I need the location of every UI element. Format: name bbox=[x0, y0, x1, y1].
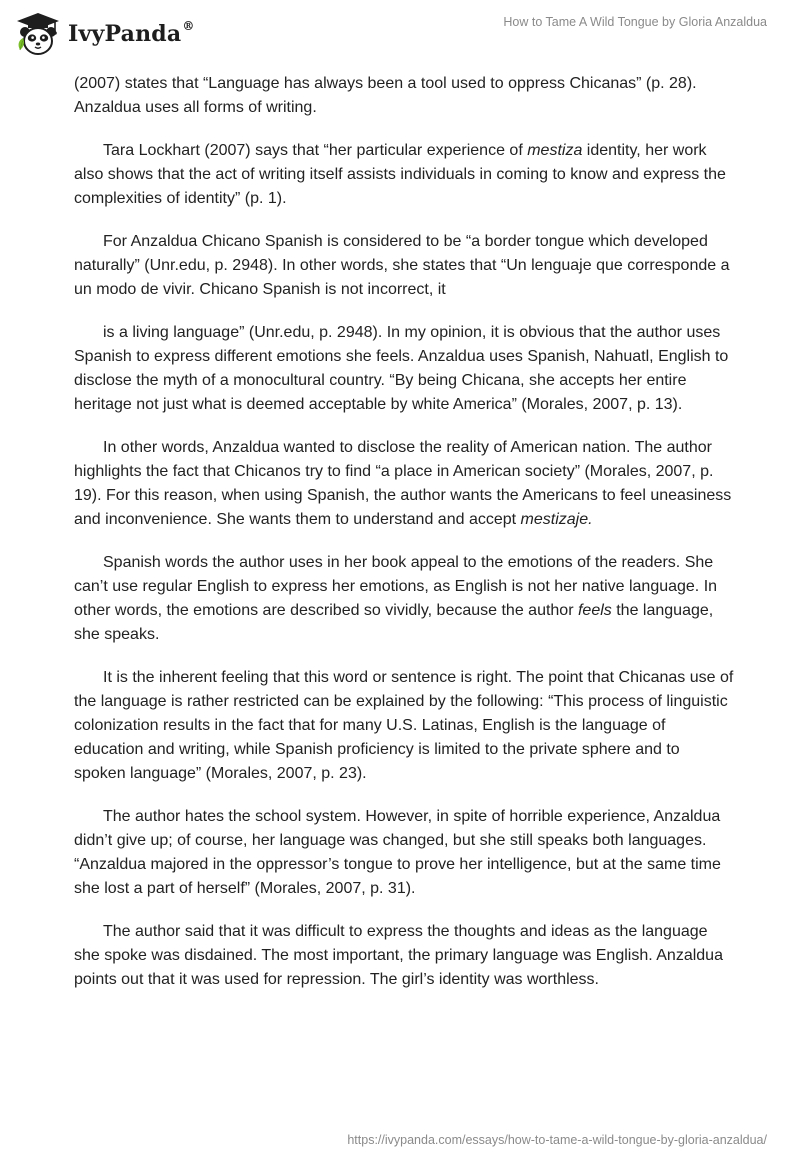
paragraph-3: For Anzaldua Chicano Spanish is considered to be “a border tongue which developed naturally” (Unr.edu, p. 2948). In other words, she states that “Un lenguaje que corresponde a un modo de vivir. Chicano Spanish is not incorrect, it bbox=[74, 233, 730, 298]
ivypanda-logo-link[interactable] bbox=[14, 10, 195, 58]
paragraph-5: In other words, Anzaldua wanted to disclose the reality of American nation. The author highlights the fact that Chicanos try to find “a place in American society” (Morales, 2007, p. 19). For this reason, when using Spanish, the author wants the Americans to feel uneasiness and inconvenience. She wants them to understand and accept mestizaje. bbox=[74, 439, 732, 528]
brand-name: IvyPanda® bbox=[68, 19, 195, 47]
page-header bbox=[0, 0, 800, 60]
emphasis-mestiza: mestiza bbox=[527, 142, 583, 159]
paragraph-2: Tara Lockhart (2007) says that “her particular experience of mestiza identity, her work also shows that the act of writing itself assists individuals in coming to know and express the complexities of identity” (p. 1). bbox=[74, 142, 726, 207]
paragraph-9: The author said that it was difficult to express the thoughts and ideas as the language she spoke was disdained. The most important, the primary language was English. Anzaldua points out that it was used for repression. The girl’s identity was worthless. bbox=[74, 923, 723, 988]
registered-mark: ® bbox=[182, 19, 195, 33]
emphasis-feels: feels bbox=[577, 602, 612, 619]
paragraph-8: The author hates the school system. However, in spite of horrible experience, Anzaldua didn’t give up; of course, her language was changed, but she still speaks both languages. “Anzaldua majored in the oppressor’s tongue to prove her intelligence, but at the same time she lost a part of herself” (Morales, 2007, p. 31). bbox=[74, 808, 721, 897]
paragraph-6: Spanish words the author uses in her book appeal to the emotions of the readers. She can’t use regular English to express her emotions, as English is not her native language. In other words, the emotions are described so vividly, because the author feels the language, she speaks. bbox=[74, 554, 718, 643]
source-url-link[interactable]: https://ivypanda.com/essays/how-to-tame-a-wild-tongue-by-gloria-anzaldua/ bbox=[347, 1133, 767, 1147]
document-title: How to Tame A Wild Tongue by Gloria Anzaldua bbox=[503, 15, 767, 29]
essay-body bbox=[74, 72, 734, 1011]
panda-graduate-icon bbox=[14, 10, 62, 58]
emphasis-mestizaje: mestizaje. bbox=[520, 511, 593, 528]
paragraph-7: It is the inherent feeling that this word or sentence is right. The point that Chicanas use of the language is rather restricted can be explained by the following: “This process of linguistic colonization results in the fact that for many U.S. Latinas, English is the language of education and writing, while Spanish proficiency is limited to the private sphere and to spoken language” (Morales, 2007, p. 23). bbox=[74, 669, 734, 782]
paragraph-4: is a living language” (Unr.edu, p. 2948). In my opinion, it is obvious that the author uses Spanish to express different emotions she feels. Anzaldua uses Spanish, Nahuatl, English to disclose the myth of a monocultural country. “By being Chicana, she accepts her entire heritage not just what is deemed acceptable by white America” (Morales, 2007, p. 13). bbox=[74, 324, 729, 413]
paragraph-1: (2007) states that “Language has always been a tool used to oppress Chicanas” (p. 28). Anzaldua uses all forms of writing. bbox=[74, 75, 697, 116]
